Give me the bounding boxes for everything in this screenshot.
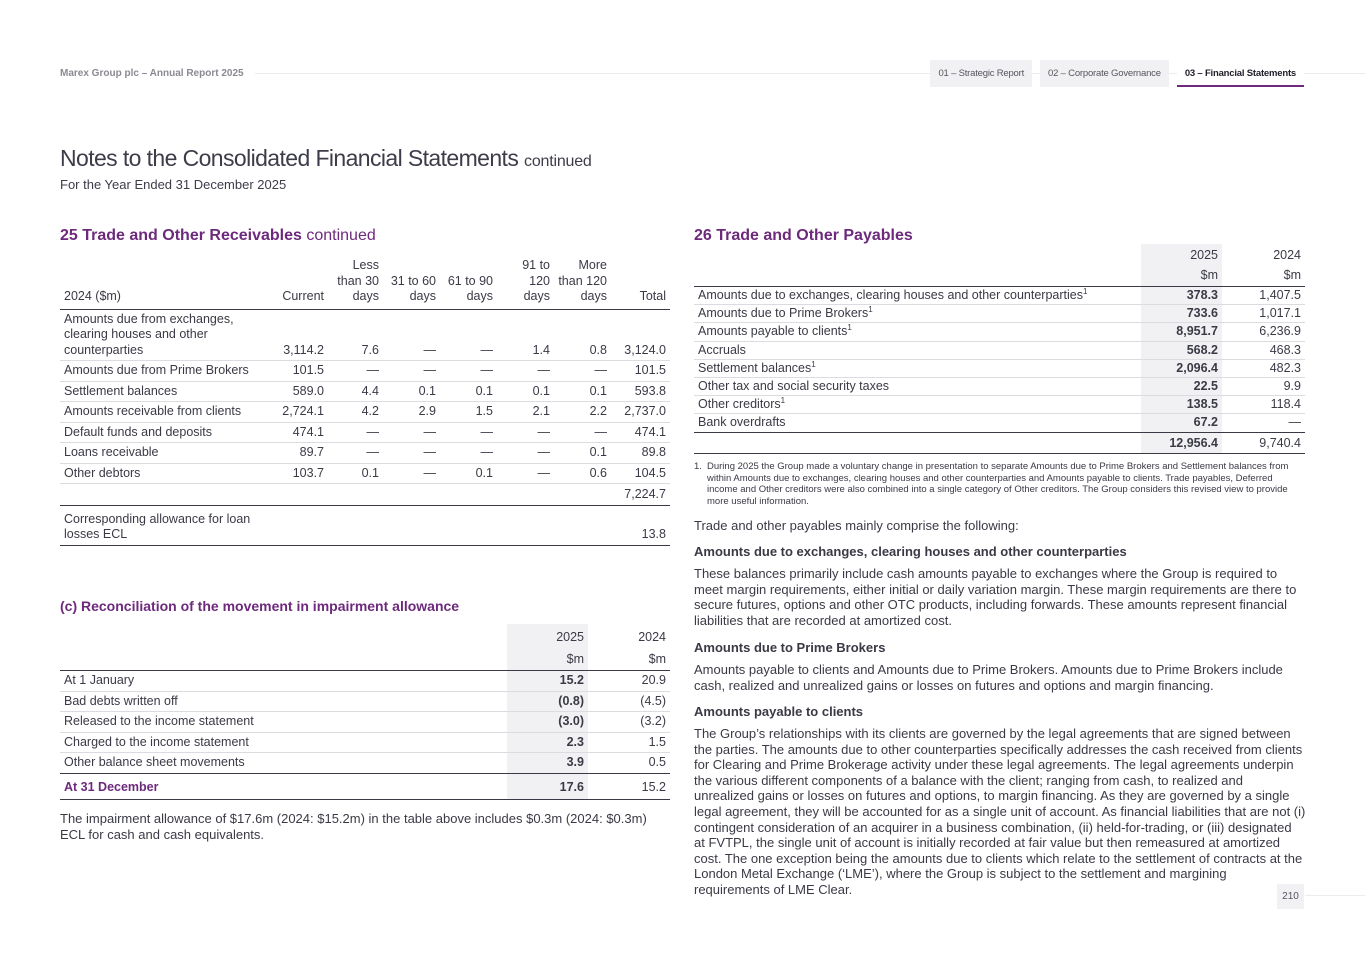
table-row: [694, 305, 1305, 323]
value-2024: 1,407.5: [1222, 287, 1305, 305]
footnote-ref: 1: [780, 396, 786, 406]
value-2025: 2,096.4: [1141, 359, 1222, 377]
table-cell: 1.4: [497, 309, 554, 361]
footnote-ref: 1: [868, 305, 873, 315]
section-title-clients: Amounts payable to clients: [694, 704, 864, 719]
row-label: Amounts due from exchanges, clearing houses and other counterparties: [60, 309, 268, 361]
row-label: Other debtors: [60, 463, 268, 484]
table-cell: 3,114.2: [268, 309, 328, 361]
row-label: Other balance sheet movements: [60, 753, 507, 774]
table-cell: 0.1: [554, 443, 611, 464]
table-row: [60, 443, 670, 464]
table-row: [60, 422, 670, 443]
row-label-cell: [694, 414, 1141, 432]
ecl-row: [60, 505, 670, 545]
column-header: 2024 ($m): [60, 258, 268, 309]
table-cell: —: [497, 361, 554, 382]
table-cell: 589.0: [268, 381, 328, 402]
table-cell: 0.1: [383, 381, 440, 402]
table-cell: —: [440, 309, 497, 361]
table-row: [694, 378, 1305, 396]
value-2024: 468.3: [1222, 341, 1305, 359]
ecl-value: 13.8: [611, 505, 670, 545]
value-2024: (3.2): [588, 712, 670, 733]
impairment-note: The impairment allowance of $17.6m (2024: $15.2m) in the table above includes $0.3m (2024: $0.3m) ECL for cash and cash equivalents.: [60, 811, 647, 842]
table-cell: 593.8: [611, 381, 670, 402]
table-cell: 2.9: [383, 402, 440, 423]
table-cell: 2,724.1: [268, 402, 328, 423]
section-nav: [930, 60, 1304, 87]
table-cell: 0.8: [554, 309, 611, 361]
table-cell: 7.6: [328, 309, 383, 361]
total-2024: 9,740.4: [1222, 432, 1305, 453]
row-label: Other tax and social security taxes: [698, 379, 890, 394]
table-row: [60, 712, 670, 733]
table-row: [60, 732, 670, 753]
row-label-cell: [694, 396, 1141, 414]
table-cell: —: [440, 361, 497, 382]
table-cell: —: [497, 463, 554, 484]
row-label: Other creditors: [698, 397, 781, 412]
section-text-exchanges: These balances primarily include cash amounts payable to exchanges where the Group is required to meet margin requirements, either initial or daily variation margin. These margin requirements are there to secure futures, options and other OTC products, including forwards. These amounts represent financial liabilities that are recorded at amortized cost.: [694, 566, 1297, 628]
column-header-2024: 2024: [638, 630, 666, 644]
table-row: [694, 414, 1305, 432]
table-cell: —: [328, 361, 383, 382]
table-row: [60, 309, 670, 361]
unit-label: $m: [1222, 264, 1305, 287]
value-2025: 2.3: [507, 732, 588, 753]
value-2024: 20.9: [588, 671, 670, 692]
column-header: Total: [611, 258, 670, 309]
table-cell: 474.1: [611, 422, 670, 443]
value-2024: 9.9: [1222, 378, 1305, 396]
value-2024: 6,236.9: [1222, 323, 1305, 341]
closing-2025: 17.6: [507, 773, 588, 800]
tab-corporate-governance[interactable]: 02 – Corporate Governance: [1040, 60, 1169, 87]
table-unit-row: [694, 264, 1305, 287]
payables-heading: 26 Trade and Other Payables: [694, 227, 913, 244]
value-2024: 118.4: [1222, 396, 1305, 414]
column-header-2025: 2025: [1141, 244, 1222, 264]
table-cell: 2,737.0: [611, 402, 670, 423]
footnote-ref: 1: [811, 359, 816, 369]
table-cell: 101.5: [611, 361, 670, 382]
value-2024: 0.5: [588, 753, 670, 774]
table-cell: —: [440, 443, 497, 464]
ecl-label: Corresponding allowance for loan losses ECL: [60, 505, 268, 545]
table-cell: 0.1: [497, 381, 554, 402]
value-2024: 482.3: [1222, 359, 1305, 377]
table-cell: 0.1: [328, 463, 383, 484]
impairment-table: [60, 624, 670, 800]
table-cell: 0.6: [554, 463, 611, 484]
table-cell: 0.1: [440, 381, 497, 402]
table-header-row: [60, 624, 670, 646]
page-title-suffix: continued: [524, 153, 592, 170]
row-label: Amounts due to Prime Brokers: [698, 306, 869, 321]
receivables-heading: [60, 227, 376, 245]
row-label: Default funds and deposits: [60, 422, 268, 443]
table-cell: —: [497, 422, 554, 443]
table-cell: —: [328, 422, 383, 443]
table-cell: 2.2: [554, 402, 611, 423]
section-text-prime-brokers: Amounts payable to clients and Amounts due to Prime Brokers. Amounts due to Prime Brokers include cash, realized and unrealized gains or losses on futures and options and margin financing.: [694, 662, 1283, 693]
row-label-cell: [694, 359, 1141, 377]
table-cell: 4.2: [328, 402, 383, 423]
value-2025: 15.2: [507, 671, 588, 692]
table-row: [694, 341, 1305, 359]
payables-table: [694, 244, 1305, 454]
table-cell: —: [383, 309, 440, 361]
tab-strategic-report[interactable]: 01 – Strategic Report: [930, 60, 1032, 87]
total-2025: 12,956.4: [1141, 432, 1222, 453]
row-label-cell: [694, 378, 1141, 396]
value-2025: 22.5: [1141, 378, 1222, 396]
table-cell: 89.7: [268, 443, 328, 464]
receivables-heading-suffix: continued: [306, 227, 376, 244]
page-number: 210: [1277, 884, 1304, 909]
value-2025: 8,951.7: [1141, 323, 1222, 341]
table-header-row: [60, 258, 670, 309]
column-header: 31 to 60 days: [383, 258, 440, 309]
column-header: 91 to 120 days: [497, 258, 554, 309]
table-row: [694, 396, 1305, 414]
row-label: Bad debts written off: [60, 691, 507, 712]
table-row: [60, 381, 670, 402]
table-cell: 2.1: [497, 402, 554, 423]
table-cell: 104.5: [611, 463, 670, 484]
column-header: More than 120 days: [554, 258, 611, 309]
table-row: [60, 691, 670, 712]
unit-label: $m: [1141, 264, 1222, 287]
payables-footnote: [694, 461, 1294, 507]
row-label: Charged to the income statement: [60, 732, 507, 753]
row-label-cell: [694, 287, 1141, 305]
unit-label: $m: [588, 646, 670, 671]
table-cell: —: [554, 361, 611, 382]
value-2025: 378.3: [1141, 287, 1222, 305]
table-cell: 89.8: [611, 443, 670, 464]
table-cell: 4.4: [328, 381, 383, 402]
table-row: [694, 287, 1305, 305]
table-row: [694, 359, 1305, 377]
table-row: [60, 402, 670, 423]
receivables-heading-text: 25 Trade and Other Receivables: [60, 227, 302, 244]
row-label: Accruals: [698, 342, 746, 357]
row-label: At 1 January: [60, 671, 507, 692]
row-label-cell: [694, 305, 1141, 323]
footnote-number: 1.: [694, 461, 702, 472]
value-2024: 1.5: [588, 732, 670, 753]
table-cell: 3,124.0: [611, 309, 670, 361]
impairment-heading: (c) Reconciliation of the movement in impairment allowance: [60, 598, 460, 614]
value-2025: 67.2: [1141, 414, 1222, 432]
row-label: Released to the income statement: [60, 712, 507, 733]
table-cell: 103.7: [268, 463, 328, 484]
row-label: Settlement balances: [698, 360, 812, 375]
column-header: 61 to 90 days: [440, 258, 497, 309]
value-2025: 138.5: [1141, 396, 1222, 414]
table-cell: —: [328, 443, 383, 464]
table-cell: 101.5: [268, 361, 328, 382]
section-text-clients: The Group’s relationships with its clients are governed by the legal agreements that are signed between the parties. The amounts due to other counterparties specifically addresses the cash received from clients for Clearing and Prime Brokerage activity under these legal agreements. The legal agreements underpin the various different components of a balance with the client; ranging from cash, to realized and unrealized gains or losses on futures and options, to margin financing. As they are governed by a single legal agreement, they will be accounted for as a single unit of account. As financial liabilities that are not (i) contingent consideration of an acquirer in a business combination, (ii) held-for-trading, or (iii) designated at FVTPL, the single unit of account is initially recorded at fair value but then remeasured at amortized cost. The one exception being the amounts due to clients which relate to the settlement of contracts at the London Metal Exchange (‘LME’), where the Group is subject to the settlement and margining requirements of LME Clear.: [694, 726, 1306, 897]
footnote-ref: 1: [847, 323, 852, 333]
table-cell: 0.1: [440, 463, 497, 484]
payables-intro: Trade and other payables mainly comprise the following:: [694, 518, 1019, 533]
row-label: Amounts payable to clients: [698, 324, 848, 339]
table-row: [60, 753, 670, 774]
footer-divider: [1305, 895, 1365, 896]
row-label: Settlement balances: [60, 381, 268, 402]
value-2025: (0.8): [507, 691, 588, 712]
tab-financial-statements[interactable]: 03 – Financial Statements: [1177, 60, 1304, 87]
table-row: [694, 323, 1305, 341]
value-2024: 1,017.1: [1222, 305, 1305, 323]
receivables-aging-table: [60, 258, 670, 546]
row-label-cell: [694, 323, 1141, 341]
value-2025: 568.2: [1141, 341, 1222, 359]
footnote-ref: 1: [1082, 286, 1088, 296]
table-cell: 474.1: [268, 422, 328, 443]
row-label: Amounts receivable from clients: [60, 402, 268, 423]
total-row: [60, 484, 670, 506]
row-label: Bank overdrafts: [698, 415, 786, 430]
table-cell: —: [383, 422, 440, 443]
table-row: [60, 463, 670, 484]
table-row: [60, 361, 670, 382]
table-cell: 1.5: [440, 402, 497, 423]
table-cell: —: [383, 361, 440, 382]
column-header: Less than 30 days: [328, 258, 383, 309]
value-2025: 3.9: [507, 753, 588, 774]
table-row: [60, 671, 670, 692]
column-header-2025: 2025: [507, 624, 588, 646]
closing-2024: 15.2: [588, 773, 670, 800]
table-header-row: [694, 244, 1305, 264]
closing-row: [60, 773, 670, 800]
total-row: [694, 432, 1305, 453]
row-label: Loans receivable: [60, 443, 268, 464]
value-2025: (3.0): [507, 712, 588, 733]
total-value: 7,224.7: [611, 484, 670, 506]
table-unit-row: [60, 646, 670, 671]
table-cell: —: [440, 422, 497, 443]
row-label: Amounts due to exchanges, clearing houses and other counterparties: [698, 288, 1083, 302]
table-cell: 0.1: [554, 381, 611, 402]
value-2024: (4.5): [588, 691, 670, 712]
row-label: Amounts due from Prime Brokers: [60, 361, 268, 382]
page-title-text: Notes to the Consolidated Financial Statements: [60, 145, 519, 171]
row-label-cell: [694, 341, 1141, 359]
table-cell: —: [497, 443, 554, 464]
footnote-text: During 2025 the Group made a voluntary change in presentation to separate Amounts due to Prime Brokers and Settlement balances from within Amounts due to exchanges, clearing houses and other counterparties and Amounts payable to clients. Trade payables, Deferred income and Other creditors were also combined into a single category of Other creditors. The Group considers this revised view to provide more useful information.: [707, 461, 1289, 507]
table-cell: —: [554, 422, 611, 443]
report-title: Marex Group plc – Annual Report 2025: [60, 68, 244, 79]
value-2025: 733.6: [1141, 305, 1222, 323]
column-header-2024: 2024: [1273, 248, 1301, 262]
closing-label: At 31 December: [60, 773, 507, 800]
page-title: [60, 145, 592, 172]
section-title-prime-brokers: Amounts due to Prime Brokers: [694, 640, 886, 655]
page-subtitle: For the Year Ended 31 December 2025: [60, 177, 287, 192]
value-2024: —: [1222, 414, 1305, 432]
table-cell: —: [383, 463, 440, 484]
section-title-exchanges: Amounts due to exchanges, clearing houses and other counterparties: [694, 544, 1127, 559]
column-header: Current: [268, 258, 328, 309]
table-cell: —: [383, 443, 440, 464]
unit-label: $m: [507, 646, 588, 671]
